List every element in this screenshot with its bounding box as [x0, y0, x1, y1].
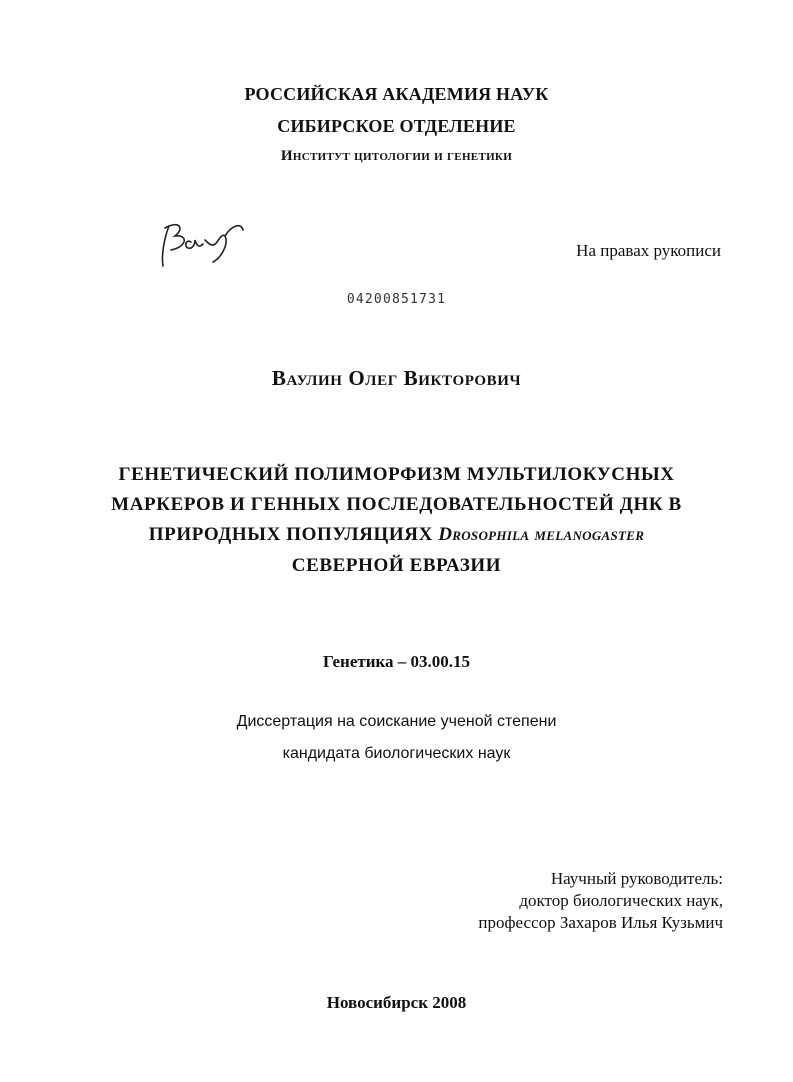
rights-note: На правах рукописи	[576, 241, 721, 260]
institute-name: Институт цитологии и генетики	[280, 148, 513, 164]
academy-name: РОССИЙСКАЯ АКАДЕМИЯ НАУК	[244, 84, 549, 104]
title-line-3-prefix: ПРИРОДНЫХ ПОПУЛЯЦИЯХ	[148, 524, 433, 545]
title-line-1: ГЕНЕТИЧЕСКИЙ ПОЛИМОРФИЗМ МУЛЬТИЛОКУСНЫХ	[118, 464, 675, 485]
dissertation-line-1: Диссертация на соискание ученой степени	[236, 713, 557, 730]
dissertation-line-2: кандидата биологических наук	[282, 745, 511, 762]
species-name: Drosophila melanogaster	[438, 524, 645, 545]
title-line-2: МАРКЕРОВ И ГЕННЫХ ПОСЛЕДОВАТЕЛЬНОСТЕЙ ДНК В	[111, 494, 682, 515]
supervisor-degree: доктор биологических наук,	[519, 891, 723, 910]
title-line-3	[0, 524, 793, 546]
title-line-4: СЕВЕРНОЙ ЕВРАЗИИ	[291, 555, 502, 576]
author-name: Ваулин Олег Викторович	[271, 366, 522, 390]
catalog-number: 04200851731	[346, 292, 447, 307]
city-year: Новосибирск 2008	[326, 993, 467, 1012]
branch-name: СИБИРСКОЕ ОТДЕЛЕНИЕ	[277, 116, 516, 136]
supervisor-label: Научный руководитель:	[550, 869, 723, 888]
handwritten-signature	[155, 214, 245, 274]
supervisor-name: профессор Захаров Илья Кузьмич	[478, 913, 723, 932]
specialty-code: Генетика – 03.00.15	[322, 652, 471, 671]
